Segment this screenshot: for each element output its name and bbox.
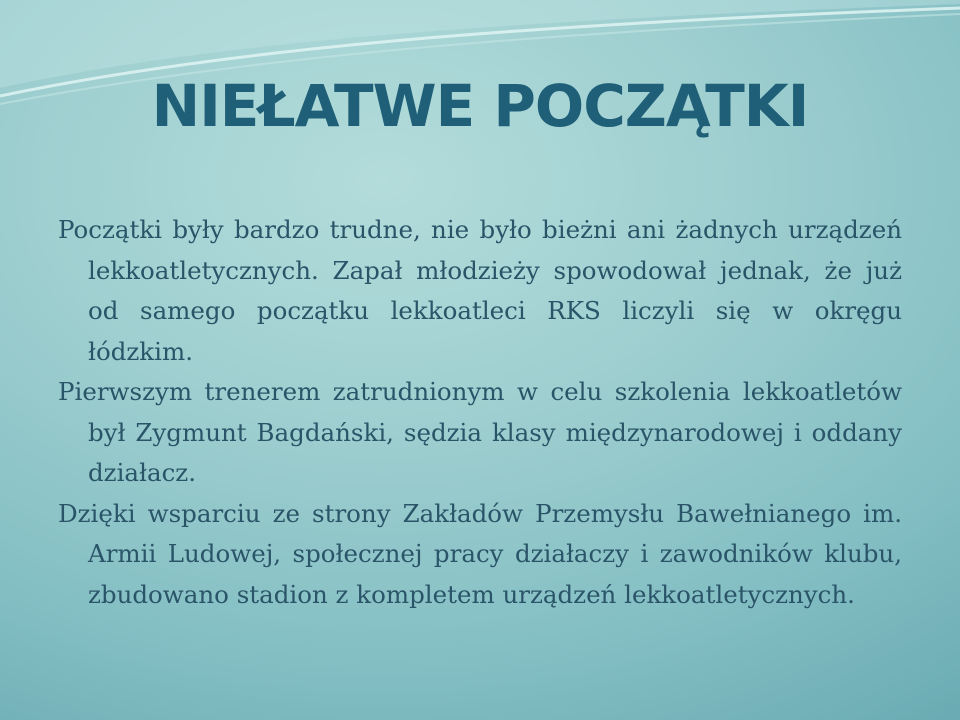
paragraph-stadium: Dzięki wsparciu ze strony Zakładów Przemysłu Bawełnianego im. Armii Ludowej, społecznej pracy działaczy i zawodników klubu, zbudowano stadion z kompletem urządzeń lekkoatletycznych. [58, 498, 902, 609]
slide-title: NIEŁATWE POCZĄTKI [151, 72, 809, 140]
paragraph-beginnings: Początki były bardzo trudne, nie było bieżni ani żadnych urządzeń lekkoatletycznych. Zapał młodzieży spowodował jednak, że już od samego początku lekkoatleci RKS liczyli się w okręgu łódzkim. [58, 215, 902, 366]
slide-body [58, 210, 902, 615]
paragraph-first-coach: Pierwszym trenerem zatrudnionym w celu szkolenia lekkoatletów był Zygmunt Bagdański, sędzia klasy międzynarodowej i oddany działacz. [58, 377, 902, 487]
